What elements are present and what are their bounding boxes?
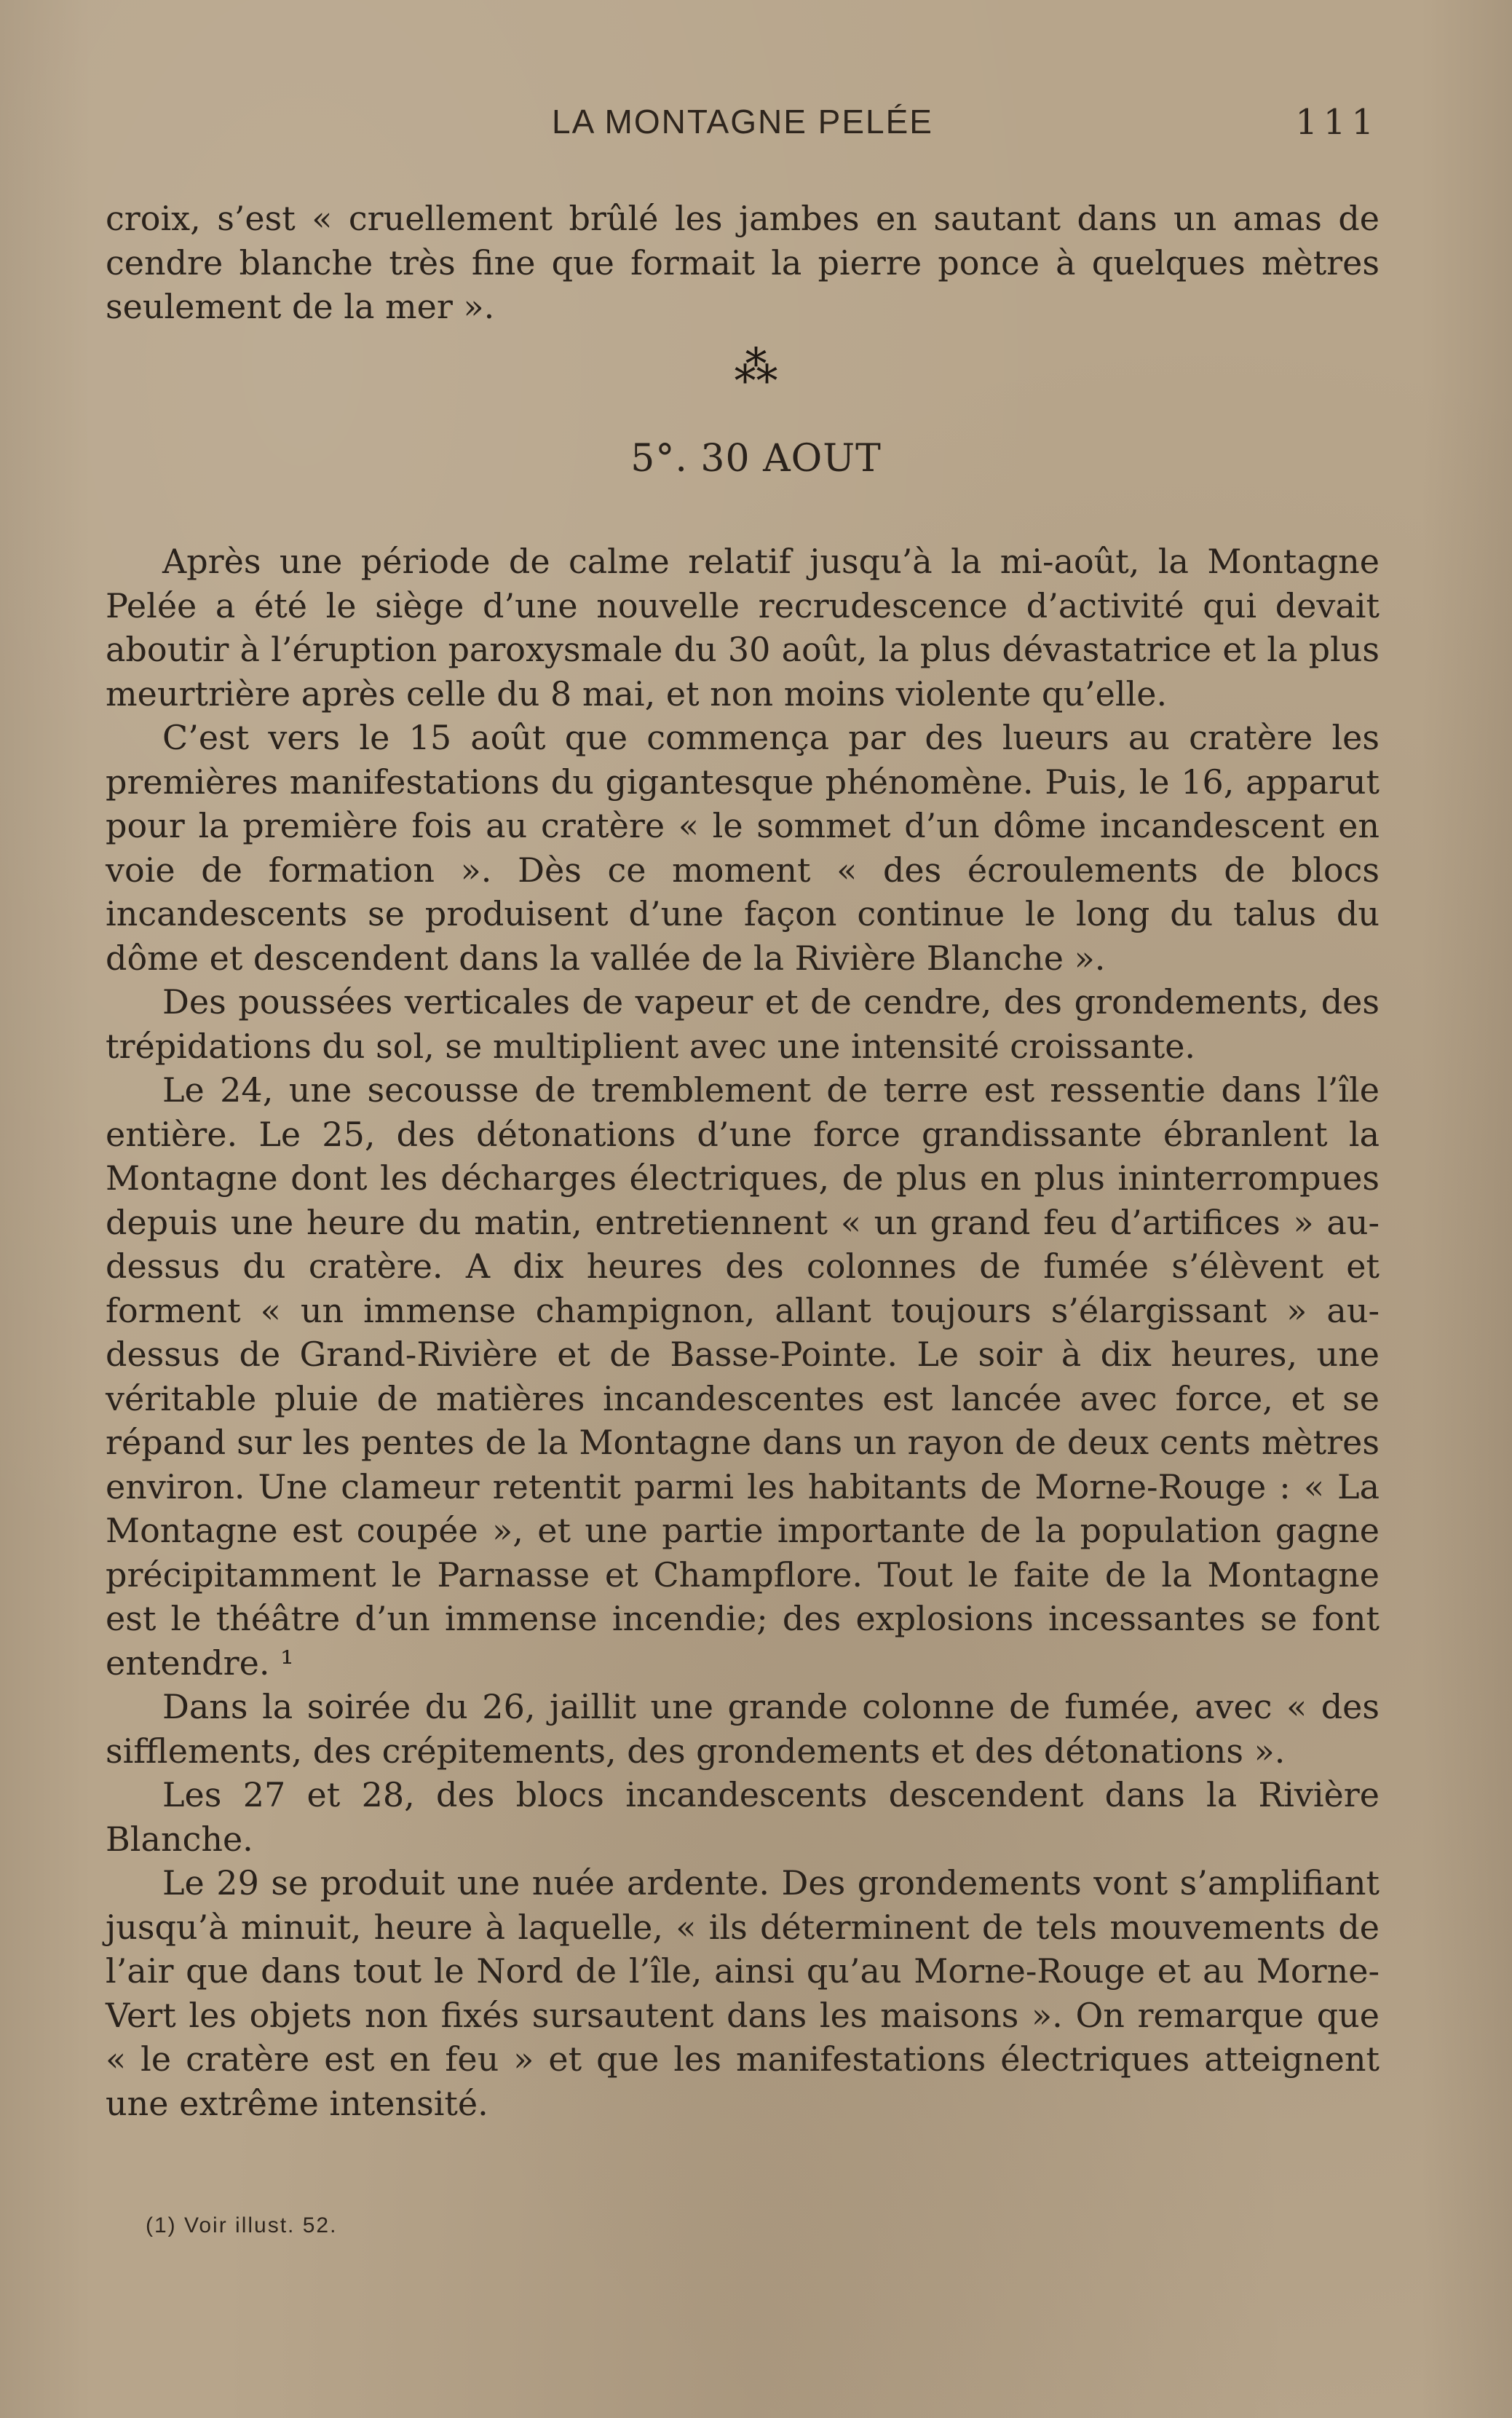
footnote: (1) Voir illust. 52. <box>146 2213 338 2237</box>
paragraph-4: Le 24, une secousse de tremblement de terre est ressentie dans l’île entière. Le 25, des détonations d’une force grandissante ébranlent la Montagne dont les décharges électriques, de plus en plus ininterrompues depuis une heure du matin, entretiennent « un grand feu d’artifices » au-dessus du cratère. A dix heures des colonnes de fumée s’élèvent et forment « un immense champignon, allant toujours s’élargissant » au-dessus de Grand-Rivière et de Basse-Pointe. Le soir à dix heures, une véritable pluie de matières incandescentes est lancée avec force, et se répand sur les pentes de la Montagne dans un rayon de deux cents mètres environ. Une clameur retentit parmi les habitants de Morne-Rouge : « La Montagne est coupée », et une partie importante de la population gagne précipitamment le Parnasse et Champflore. Tout le faite de la Montagne est le théâtre d’un immense incendie; des explosions incessantes se font entendre. ¹ <box>106 1070 1380 1683</box>
continuation-block <box>106 197 1380 329</box>
body-text <box>106 540 1380 2125</box>
paragraph-7: Le 29 se produit une nuée ardente. Des grondements vont s’amplifiant jusqu’à minuit, heure à laquelle, « ils déterminent de tels mouvements de l’air que dans tout le Nord de l’île, ainsi qu’au Morne-Rouge et au Morne-Vert les objets non fixés sursautent dans les maisons ». On remarque que « le cratère est en feu » et que les manifestations électriques atteignent une extrême intensité. <box>106 1863 1380 2123</box>
paragraph-2: C’est vers le 15 août que commença par des lueurs au cratère les premières manifestations du gigantesque phénomène. Puis, le 16, apparut pour la première fois au cratère « le sommet d’un dôme incandescent en voie de formation ». Dès ce moment « des écroulements de blocs incandescents se produisent d’une façon continue le long du talus du dôme et descendent dans la vallée de la Rivière Blanche ». <box>106 718 1380 978</box>
continuation-paragraph: croix, s’est « cruellement brûlé les jambes en sautant dans un amas de cendre blanche très fine que formait la pierre ponce à quelques mètres seulement de la mer ». <box>106 199 1380 326</box>
paragraph-5: Dans la soirée du 26, jaillit une grande colonne de fumée, avec « des sifflements, des crépitements, des grondements et des détonations ». <box>106 1687 1380 1771</box>
running-head <box>106 102 1380 153</box>
asterism-ornament: ⁂ <box>734 342 778 393</box>
paragraph-6: Les 27 et 28, des blocs incandescents descendent dans la Rivière Blanche. <box>106 1775 1380 1859</box>
paragraph-3: Des poussées verticales de vapeur et de cendre, des grondements, des trépidations du sol, se multiplient avec une intensité croissante. <box>106 982 1380 1066</box>
running-title: LA MONTAGNE PELÉE <box>552 103 933 141</box>
paragraph-1: Après une période de calme relatif jusqu’à la mi-août, la Montagne Pelée a été le siège d’une nouvelle recrudescence d’activité qui devait aboutir à l’éruption paroxysmale du 30 août, la plus dévastatrice et la plus meurtrière après celle du 8 mai, et non moins violente qu’elle. <box>106 542 1380 714</box>
section-heading: 5°. 30 AOUT <box>630 437 882 481</box>
page-number: 111 <box>1295 102 1380 143</box>
